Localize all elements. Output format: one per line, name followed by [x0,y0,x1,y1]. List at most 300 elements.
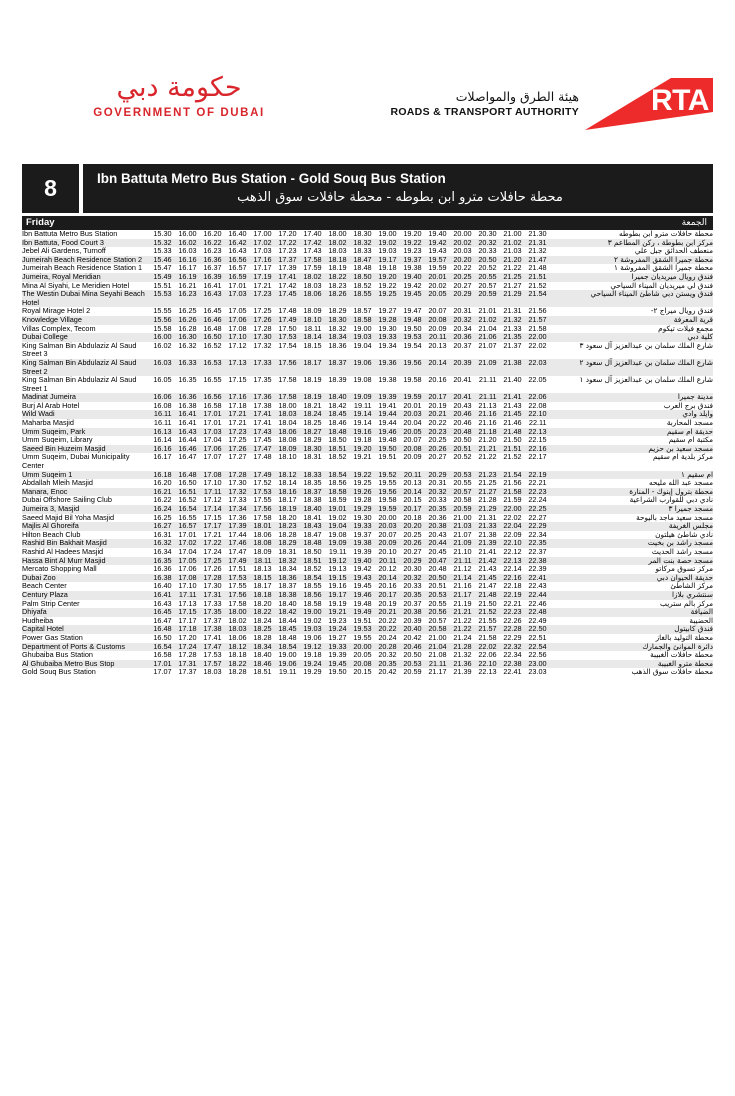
departure-time: 15.47 [153,263,172,273]
stop-name-english: Mina Al Siyahi, Le Meridien Hotel [22,280,130,290]
departure-time: 22.19 [528,469,547,479]
departure-time: 20.53 [403,658,422,668]
stop-name-english: Burj Al Arab Hotel [22,400,80,410]
departure-time: 18.58 [303,598,322,608]
departure-time: 16.35 [178,375,197,385]
stop-name-arabic: قرية المعرفة [673,314,713,324]
departure-time: 18.46 [328,418,347,428]
departure-time: 16.31 [153,529,172,539]
departure-time: 16.54 [153,641,172,651]
departure-time: 18.02 [228,615,247,625]
departure-time: 18.00 [328,229,347,238]
departure-time: 16.39 [203,271,222,281]
departure-time: 17.31 [203,589,222,599]
departure-time: 17.07 [153,667,172,677]
departure-time: 18.45 [328,409,347,419]
departure-time: 22.49 [528,615,547,625]
departure-time: 22.27 [528,512,547,522]
departure-time: 18.03 [278,409,297,419]
departure-time: 23.03 [528,667,547,677]
departure-time: 21.43 [478,564,497,574]
departure-time: 18.17 [303,357,322,367]
departure-time: 18.37 [278,581,297,591]
departure-time: 17.54 [278,340,297,350]
departure-time: 19.27 [378,306,397,316]
departure-time: 18.51 [303,555,322,565]
departure-time: 17.07 [203,452,222,462]
stop-name-english: Dhiyafa [22,607,47,617]
departure-time: 18.50 [303,546,322,556]
departure-time: 19.24 [328,624,347,634]
departure-time: 17.12 [203,495,222,505]
departure-time: 17.53 [203,650,222,660]
departure-time: 16.17 [178,263,197,273]
departure-time: 20.32 [403,572,422,582]
departure-time: 22.24 [528,495,547,505]
departure-time: 19.47 [403,306,422,316]
departure-time: 20.32 [428,486,447,496]
departure-time: 19.40 [428,229,447,238]
departure-time: 19.23 [403,246,422,256]
departure-time: 16.02 [178,237,197,247]
departure-time: 19.20 [378,271,397,281]
departure-time: 16.32 [153,538,172,548]
departure-time: 21.43 [503,400,522,410]
stop-name-arabic: الحضيبة [689,615,713,625]
departure-time: 17.04 [203,435,222,445]
departure-time: 20.26 [403,538,422,548]
departure-time: 21.31 [478,512,497,522]
departure-time: 17.10 [178,581,197,591]
departure-time: 18.09 [253,546,272,556]
departure-time: 18.01 [253,521,272,531]
departure-time: 19.38 [353,538,372,548]
departure-time: 17.35 [203,607,222,617]
departure-time: 17.39 [278,263,297,273]
departure-time: 17.16 [253,254,272,264]
departure-times-cell [150,290,550,307]
departure-time: 20.59 [453,504,472,513]
departure-time: 17.28 [253,323,272,333]
departure-time: 16.36 [203,254,222,264]
departure-time: 21.28 [453,641,472,651]
stop-name-english: Manara, Enoc [22,486,68,496]
departure-time: 19.21 [328,607,347,617]
departure-time: 18.15 [303,340,322,350]
departure-time: 17.56 [278,357,297,367]
departure-time: 20.35 [403,589,422,599]
departure-time: 19.33 [353,521,372,531]
departure-time: 16.54 [178,504,197,513]
departure-time: 17.28 [228,469,247,479]
departure-time: 17.11 [203,486,222,496]
departure-time: 21.04 [478,323,497,333]
departure-time: 17.06 [228,314,247,324]
departure-time: 17.26 [228,443,247,453]
departure-time: 20.29 [403,555,422,565]
departure-time: 16.13 [153,426,172,436]
departure-time: 19.48 [403,314,422,324]
departure-time: 19.45 [353,581,372,591]
departure-time: 19.00 [303,607,322,617]
departure-time: 19.00 [353,323,372,333]
departure-time: 21.27 [503,280,522,290]
departure-time: 22.28 [503,624,522,634]
departure-time: 17.33 [203,598,222,608]
departure-time: 22.10 [503,538,522,548]
departure-time: 19.39 [378,392,397,402]
departure-time: 21.32 [528,246,547,256]
stop-name-english: Dubai Zoo [22,572,56,582]
departure-time: 18.35 [303,478,322,488]
departure-time: 21.24 [453,632,472,642]
departure-time: 17.23 [228,426,247,436]
departure-time: 21.14 [453,572,472,582]
departure-time: 18.18 [253,589,272,599]
departure-time: 20.20 [453,254,472,264]
departure-time: 20.27 [428,452,447,462]
departure-time: 18.57 [353,306,372,316]
departure-time: 18.03 [303,280,322,290]
departure-time: 18.20 [278,512,297,522]
rta-logo [390,76,713,132]
departure-time: 17.14 [203,504,222,513]
departure-time: 21.03 [503,246,522,256]
departure-time: 20.20 [403,521,422,531]
departure-time: 18.14 [303,332,322,342]
departure-time: 19.30 [378,323,397,333]
departure-time: 21.52 [503,452,522,462]
departure-time: 16.52 [203,340,222,350]
departure-time: 17.22 [278,237,297,247]
departure-time: 16.27 [153,521,172,531]
departure-time: 20.42 [378,667,397,677]
departure-time: 17.35 [253,375,272,385]
departure-time: 21.29 [503,289,522,299]
departure-time: 16.40 [153,581,172,591]
stop-name-english: Gold Souq Bus Station [22,667,96,677]
departure-time: 19.38 [378,375,397,385]
departure-time: 17.05 [228,306,247,316]
departure-time: 22.35 [528,538,547,548]
departure-time: 22.37 [528,546,547,556]
departure-time: 22.32 [503,641,522,651]
departure-time: 18.02 [328,237,347,247]
departure-time: 17.21 [228,418,247,428]
stop-name-arabic: وايلد وادي [682,409,713,419]
departure-time: 18.19 [278,504,297,513]
route-name-block [83,164,713,213]
departure-time: 19.02 [378,237,397,247]
departure-time: 19.04 [328,521,347,531]
departure-time: 16.11 [153,418,172,428]
stop-name-arabic: حديقة ام سقيم [666,426,713,436]
departure-time: 22.41 [528,572,547,582]
departure-time: 22.43 [528,581,547,591]
departure-time: 22.56 [528,650,547,660]
rta-authority-wordmark [390,89,579,120]
departure-time: 17.15 [203,512,222,522]
departure-time: 21.36 [453,658,472,668]
departure-time: 16.37 [203,263,222,273]
stop-name-english: Dubai Offshore Sailing Club [22,495,112,505]
departure-time: 18.19 [303,392,322,402]
departure-time: 18.28 [228,667,247,677]
departure-time: 18.48 [278,632,297,642]
departure-time: 21.54 [503,469,522,479]
departure-time: 16.47 [153,615,172,625]
departure-time: 16.48 [153,624,172,634]
departure-time: 16.58 [203,400,222,410]
departure-time: 17.25 [228,435,247,445]
departure-time: 15.56 [153,314,172,324]
departure-time: 22.34 [528,529,547,539]
timetable-body [22,230,713,677]
departure-time: 18.09 [278,443,297,453]
departure-time: 18.50 [353,271,372,281]
departure-time: 18.39 [328,375,347,385]
departure-time: 18.21 [303,400,322,410]
departure-time: 18.11 [253,555,272,565]
departure-time: 17.41 [253,409,272,419]
departure-time: 18.37 [328,357,347,367]
departure-time: 19.40 [403,271,422,281]
departure-time: 21.20 [478,435,497,445]
departure-time: 19.43 [428,246,447,256]
departure-time: 19.40 [353,555,372,565]
departure-time: 21.48 [503,426,522,436]
departure-time: 18.09 [303,306,322,316]
departure-time: 17.47 [228,546,247,556]
departure-time: 17.21 [253,280,272,290]
departure-time: 21.21 [478,443,497,453]
departure-time: 18.56 [328,478,347,488]
departure-time: 16.32 [178,340,197,350]
departure-time: 16.23 [178,289,197,299]
departure-time: 17.31 [178,658,197,668]
stop-name-english: Power Gas Station [22,632,83,642]
departure-time: 20.38 [403,607,422,617]
departure-time: 22.13 [478,667,497,677]
departure-time: 17.58 [278,392,297,402]
departure-time: 16.17 [153,452,172,462]
departure-time: 19.55 [378,478,397,488]
departure-time: 19.12 [328,555,347,565]
departure-time: 17.38 [253,400,272,410]
departure-time: 19.55 [353,632,372,642]
departure-time: 17.44 [228,529,247,539]
departure-time: 20.22 [378,615,397,625]
stop-name-english: Jumeira, Royal Meridian [22,271,101,281]
departure-time: 21.54 [528,289,547,299]
departure-time: 15.58 [153,323,172,333]
departure-time: 16.43 [153,598,172,608]
departure-time: 20.18 [403,512,422,522]
departure-time: 22.26 [503,615,522,625]
departure-time: 19.29 [303,667,322,677]
stop-name-english: Jumeirah Beach Residence Station 1 [22,263,143,273]
departure-time: 21.09 [453,538,472,548]
departure-time: 21.52 [478,607,497,617]
departure-time: 18.04 [278,418,297,428]
departure-times-cell [150,668,550,677]
departure-time: 19.22 [378,280,397,290]
departure-time: 17.01 [203,418,222,428]
stop-name-english: Ibn Battuta, Food Court 3 [22,237,104,247]
stop-name-english: Jumeira 3, Masjid [22,504,80,513]
departure-time: 20.19 [428,400,447,410]
departure-time: 17.42 [278,280,297,290]
departure-time: 17.20 [178,632,197,642]
departure-time: 21.51 [528,271,547,281]
departure-time: 20.43 [428,529,447,539]
table-row [22,668,713,677]
departure-time: 17.51 [228,564,247,574]
departure-time: 19.45 [328,658,347,668]
departure-time: 21.52 [528,280,547,290]
departure-time: 20.38 [428,521,447,531]
departure-time: 16.16 [178,254,197,264]
departure-time: 17.58 [303,254,322,264]
departure-time: 17.40 [303,229,322,238]
departure-time: 20.23 [428,426,447,436]
stop-name-arabic: كلية دبي [687,332,713,342]
departure-time: 22.34 [503,650,522,660]
departure-time: 17.01 [203,409,222,419]
departure-time: 21.38 [478,529,497,539]
departure-time: 17.11 [178,589,197,599]
departure-time: 18.38 [303,495,322,505]
departure-time: 17.49 [228,555,247,565]
departure-time: 20.25 [403,529,422,539]
departure-time: 22.18 [503,581,522,591]
departure-time: 20.05 [403,426,422,436]
departure-time: 17.47 [253,443,272,453]
departure-time: 20.41 [453,375,472,385]
departure-time: 18.10 [303,314,322,324]
departure-time: 16.25 [153,512,172,522]
departure-time: 18.06 [278,426,297,436]
departure-time: 20.00 [453,229,472,238]
departure-time: 21.20 [503,254,522,264]
departure-time: 20.50 [478,254,497,264]
stop-name-arabic: محطة حافلات سوق الذهب [631,667,713,677]
route-name-arabic: محطة حافلات مترو ابن بطوطه - محطة حافلات سوق الذهب [237,189,563,205]
departure-time: 16.36 [153,564,172,574]
departure-time: 20.22 [453,263,472,273]
departure-time: 21.32 [453,650,472,660]
departure-time: 20.37 [403,598,422,608]
departure-time: 18.24 [253,615,272,625]
departure-time: 20.46 [453,409,472,419]
departure-time: 18.56 [303,589,322,599]
departure-time: 22.38 [528,555,547,565]
departure-time: 18.37 [303,486,322,496]
departure-time: 16.46 [178,443,197,453]
stop-name-arabic: محطة جميرا الشقق المفروشة ١ [614,263,713,273]
departure-time: 18.22 [253,607,272,617]
stop-name-arabic: منعطف الحدائق جبل علي [634,246,713,256]
departure-time: 21.41 [478,546,497,556]
stop-name-english: Capital Hotel [22,624,64,634]
departure-time: 17.13 [178,598,197,608]
departure-time: 18.11 [303,323,322,333]
departure-time: 18.03 [228,624,247,634]
departure-time: 19.22 [353,469,372,479]
stop-name-arabic: مركز بالم ستريب [660,598,713,608]
departure-time: 19.04 [353,340,372,350]
departure-time: 20.36 [453,332,472,342]
departure-time: 15.30 [153,229,172,238]
departure-time: 19.28 [353,495,372,505]
departure-time: 20.19 [378,598,397,608]
departure-time: 19.33 [328,641,347,651]
departure-time: 21.59 [503,495,522,505]
departure-time: 20.43 [453,400,472,410]
departure-time: 15.55 [153,306,172,316]
departure-time: 19.06 [303,632,322,642]
departure-time: 17.59 [303,263,322,273]
departure-time: 18.46 [253,658,272,668]
departure-time: 18.10 [278,452,297,462]
departure-time: 17.19 [253,271,272,281]
departure-time: 19.34 [378,340,397,350]
departure-time: 18.29 [303,435,322,445]
departure-time: 16.33 [178,357,197,367]
departure-time: 18.33 [353,246,372,256]
departure-time: 22.06 [528,392,547,402]
departure-time: 20.52 [478,263,497,273]
departure-time: 17.05 [178,555,197,565]
departure-time: 20.28 [378,641,397,651]
departure-time: 21.47 [478,581,497,591]
departure-time: 17.33 [253,357,272,367]
departure-time: 17.30 [203,581,222,591]
departure-time: 21.31 [503,306,522,316]
departure-time: 20.57 [478,280,497,290]
stop-name-arabic: مسجد المحاربة [666,418,713,428]
stop-name-english: Rashid Al Hadees Masjid [22,546,104,556]
departure-time: 20.21 [378,607,397,617]
departure-time: 20.16 [378,581,397,591]
departure-time: 18.42 [328,400,347,410]
table-row [22,453,713,470]
departure-time: 19.42 [428,237,447,247]
departure-time: 17.43 [303,246,322,256]
departure-time: 22.29 [503,632,522,642]
departure-time: 21.32 [503,314,522,324]
day-label-english: Friday [26,217,55,229]
departure-time: 22.16 [503,572,522,582]
departure-time: 20.41 [453,392,472,402]
departure-time: 18.18 [228,650,247,660]
departure-time: 22.29 [528,521,547,531]
departure-time: 20.13 [428,340,447,350]
stop-name-arabic: فندق رويال ميريديان جميرا [631,271,713,281]
departure-time: 19.50 [328,667,347,677]
departure-time: 16.50 [153,632,172,642]
departure-time: 21.06 [478,332,497,342]
government-of-dubai-english-wordmark: GOVERNMENT OF DUBAI [93,107,265,120]
stop-name-arabic: فندق برج العرب [663,400,713,410]
departure-time: 21.12 [453,564,472,574]
departure-time: 16.34 [153,546,172,556]
departure-time: 22.46 [528,598,547,608]
departure-time: 21.09 [478,357,497,367]
departure-time: 19.38 [403,263,422,273]
departure-time: 17.53 [253,486,272,496]
departure-time: 16.41 [153,589,172,599]
